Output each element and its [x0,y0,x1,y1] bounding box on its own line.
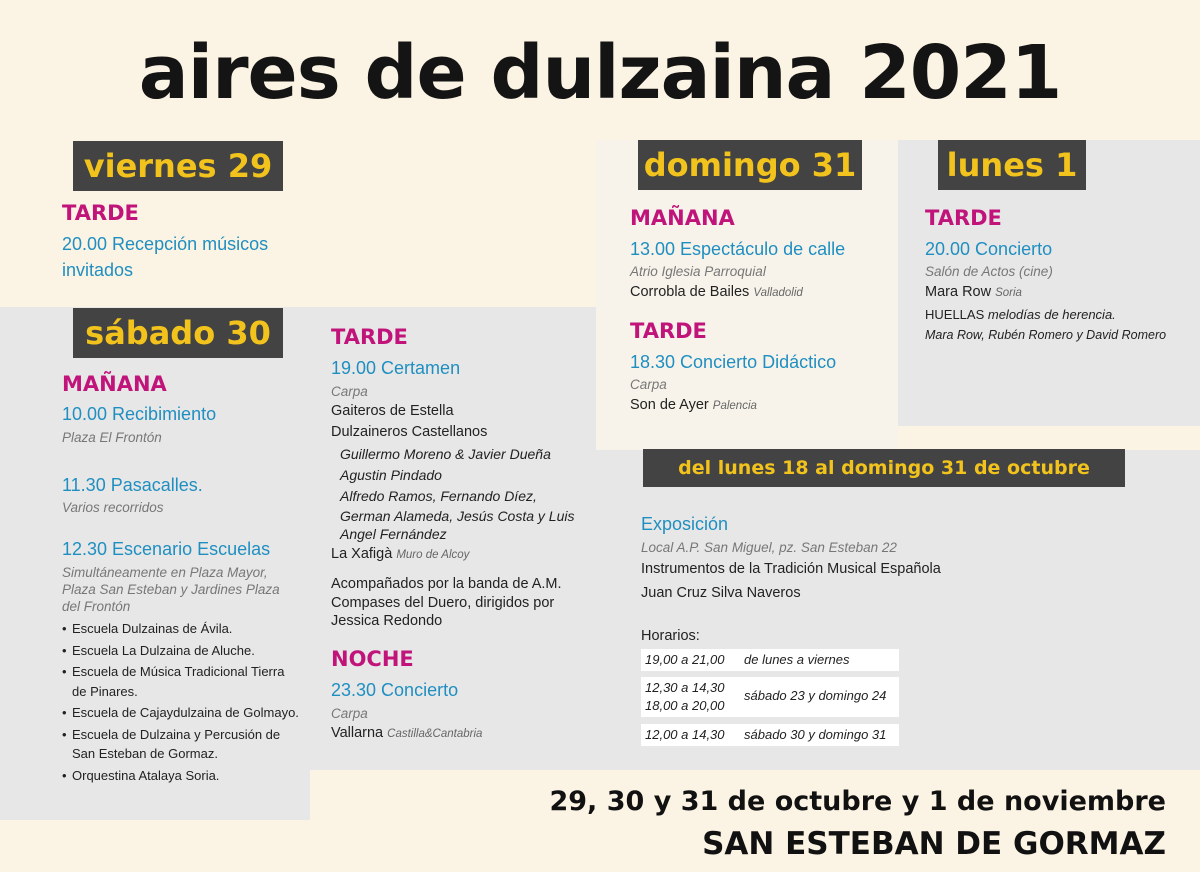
sabado-noche-heading: NOCHE [331,647,414,671]
domingo-tarde-title: 18.30 Concierto Didáctico [630,352,837,372]
viernes-event-line2: invitados [62,260,134,280]
horario-days: sábado 30 y domingo 31 [744,727,887,742]
list-item: • Escuela La Dulzaina de Aluche. [62,641,302,661]
horario-days: sábado 23 y domingo 24 [744,688,887,703]
viernes-tarde-heading: TARDE [62,201,139,225]
sabado-tarde-p3: Alfredo Ramos, Fernando Díez, [340,488,537,504]
sabado-tarde-place: Carpa [331,384,368,399]
sabado-tarde-g2: Dulzaineros Castellanos [331,424,488,440]
list-item: • Escuela de Música Tradicional Tierra de Pinares. [62,662,302,701]
footer-dates: 29, 30 y 31 de octubre y 1 de noviembre [549,786,1166,817]
sabado-e3-title: 12.30 Escenario Escuelas [62,539,271,559]
lunes-place: Salón de Actos (cine) [925,264,1053,279]
lunes-credits: Mara Row, Rubén Romero y David Romero [925,328,1167,342]
sabado-tarde-p4: German Alameda, Jesús Costa y Luis [340,508,575,524]
lunes-show-row [925,304,1116,325]
expo-line2: Juan Cruz Silva Naveros [641,585,801,601]
expo-place: Local A.P. San Miguel, pz. San Esteban 22 [641,540,897,555]
domingo-manana-place: Atrio Iglesia Parroquial [630,264,766,279]
sabado-tarde-acc2: Compases del Duero, dirigidos por [331,595,555,611]
domingo-tarde-heading: TARDE [630,319,707,343]
sabado-e1-place: Plaza El Frontón [62,430,162,445]
sabado-noche-place: Carpa [331,706,368,721]
sabado-e3-place3: del Frontón [62,599,131,614]
horario-time: 12,30 a 14,30 [645,680,725,695]
expo-horarios-label: Horarios: [641,628,700,644]
horario-row [641,677,899,717]
domingo-manana-origin: Valladolid [753,287,803,299]
domingo-tarde-origin: Palencia [712,400,757,412]
horario-time: 18,00 a 20,00 [645,698,725,713]
lunes-show-name: HUELLAS [925,307,985,322]
footer-place: SAN ESTEBAN DE GORMAZ [702,826,1166,862]
sabado-e3-place2: Plaza San Esteban y Jardines Plaza [62,582,280,597]
horario-time: 19,00 a 21,00 [645,652,725,667]
panel-expo [596,450,1200,770]
sabado-tarde-g3-row [331,544,469,566]
expo-date-label: del lunes 18 al domingo 31 de octubre [643,449,1125,487]
sabado-tarde-g3: La Xafigà [331,546,393,562]
sabado-manana-heading: MAÑANA [62,372,167,396]
poster-title: aires de dulzaina 2021 [138,30,1062,116]
sabado-noche-group-row [331,723,482,745]
day-label-domingo: domingo 31 [638,140,862,190]
day-label-sabado: sábado 30 [73,308,283,358]
sabado-tarde-p2: Agustin Pindado [340,467,442,483]
domingo-manana-title: 13.00 Espectáculo de calle [630,239,846,259]
expo-title: Exposición [641,514,729,534]
list-item: • Escuela de Cajaydulzaina de Golmayo. [62,703,302,723]
domingo-manana-group: Corrobla de Bailes [630,284,750,300]
sabado-tarde-title: 19.00 Certamen [331,358,461,378]
list-item: • Escuela de Dulzaina y Percusión de San Esteban de Gormaz. [62,725,302,764]
sabado-e3-place1: Simultáneamente en Plaza Mayor, [62,565,268,580]
expo-line1: Instrumentos de la Tradición Musical Española [641,561,941,577]
sabado-tarde-p5: Angel Fernández [340,526,447,542]
horario-row [641,649,899,671]
sabado-tarde-acc3: Jessica Redondo [331,613,443,629]
sabado-noche-group: Vallarna [331,725,384,741]
domingo-tarde-place: Carpa [630,377,667,392]
domingo-manana-heading: MAÑANA [630,206,735,230]
schools-list [62,619,302,787]
lunes-group-row [925,282,1022,304]
day-label-lunes: lunes 1 [938,140,1086,190]
lunes-tarde-heading: TARDE [925,206,1002,230]
sabado-tarde-acc1: Acompañados por la banda de A.M. [331,576,562,592]
domingo-tarde-group-row [630,395,757,417]
lunes-group: Mara Row [925,284,992,300]
sabado-e2-title: 11.30 Pasacalles. [62,475,203,495]
horario-row [641,724,899,746]
lunes-show-sub: melodías de herencia. [987,307,1116,322]
horario-time: 12,00 a 14,30 [645,727,725,742]
domingo-manana-group-row [630,282,803,304]
sabado-noche-title: 23.30 Concierto [331,680,459,700]
sabado-e1-title: 10.00 Recibimiento [62,404,217,424]
sabado-tarde-g1: Gaiteros de Estella [331,403,454,419]
list-item: • Orquestina Atalaya Soria. [62,766,302,786]
domingo-tarde-group: Son de Ayer [630,397,709,413]
sabado-tarde-heading: TARDE [331,325,408,349]
horario-days: de lunes a viernes [744,652,850,667]
sabado-noche-origin: Castilla&Cantabria [387,728,483,740]
sabado-e2-place: Varios recorridos [62,500,164,515]
lunes-origin: Soria [995,287,1022,299]
lunes-title: 20.00 Concierto [925,239,1053,259]
sabado-tarde-p1: Guillermo Moreno & Javier Dueña [340,446,551,462]
day-label-viernes: viernes 29 [73,141,283,191]
sabado-tarde-g3-origin: Muro de Alcoy [396,549,470,561]
viernes-event-line1: 20.00 Recepción músicos [62,234,269,254]
list-item: • Escuela Dulzainas de Ávila. [62,619,302,639]
